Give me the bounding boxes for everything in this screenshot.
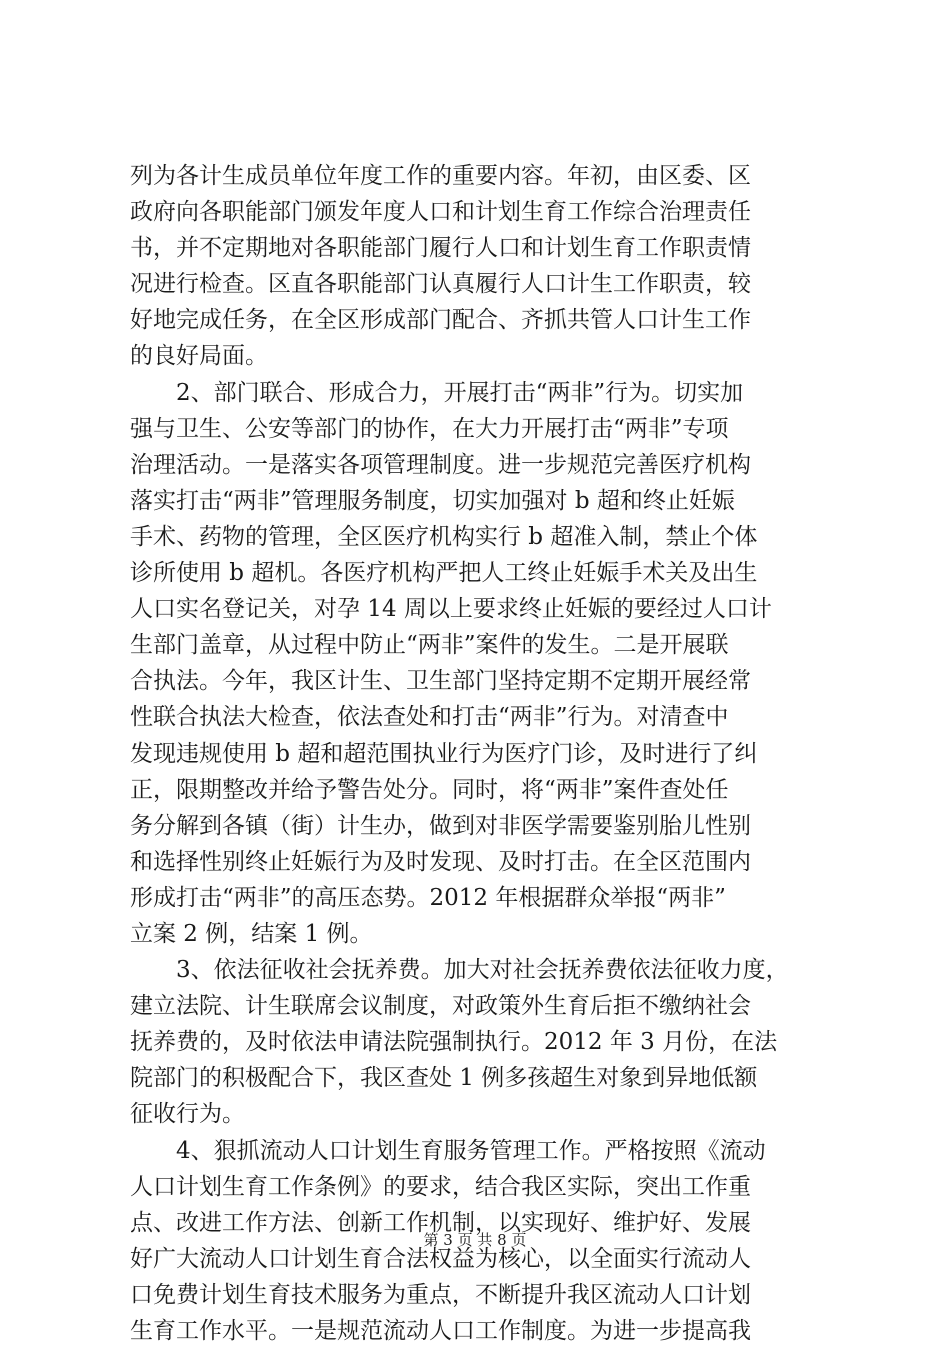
text-line: 合执法。今年，我区计生、卫生部门坚持定期不定期开展经常: [130, 668, 751, 695]
body-text: [130, 158, 830, 1349]
text-line: 好广大流动人口计划生育合法权益为核心，以全面实行流动人: [130, 1245, 751, 1272]
text-line: 和选择性别终止妊娠行为及时发现、及时打击。在全区范围内: [130, 848, 751, 875]
text-line: 建立法院、计生联席会议制度，对政策外生育后拒不缴纳社会: [130, 993, 751, 1020]
text-line: 院部门的积极配合下，我区查处 1 例多孩超生对象到异地低额: [130, 1065, 758, 1092]
page-footer: 第 3 页 共 8 页: [423, 1231, 527, 1249]
text-line: 立案 2 例，结案 1 例。: [130, 920, 373, 947]
text-line: 况进行检查。区直各职能部门认真履行人口计生工作职责，较: [130, 271, 751, 298]
text-line: 治理活动。一是落实各项管理制度。进一步规范完善医疗机构: [130, 451, 751, 478]
text-line: 发现违规使用 b 超和超范围执业行为医疗门诊，及时进行了纠: [130, 740, 758, 767]
text-line: 落实打击“两非”管理服务制度，切实加强对 b 超和终止妊娠: [130, 487, 735, 514]
text-line: 列为各计生成员单位年度工作的重要内容。年初，由区委、区: [130, 163, 751, 189]
text-line: 手术、药物的管理，全区医疗机构实行 b 超准入制，禁止个体: [130, 523, 758, 550]
text-line: 正，限期整改并给予警告处分。同时，将“两非”案件查处任: [130, 776, 729, 803]
text-line: 诊所使用 b 超机。各医疗机构严把人工终止妊娠手术关及出生: [130, 560, 758, 587]
text-line: 书，并不定期地对各职能部门履行人口和计划生育工作职责情: [130, 235, 751, 262]
text-line: 务分解到各镇（街）计生办，做到对非医学需要鉴别胎儿性别: [130, 812, 751, 839]
text-line: 的良好局面。: [130, 343, 268, 370]
text-line: 生部门盖章，从过程中防止“两非”案件的发生。二是开展联: [130, 632, 729, 659]
text-line: 人口实名登记关，对孕 14 周以上要求终止妊娠的要经过人口计: [130, 596, 772, 623]
text-line: 性联合执法大检查，依法查处和打击“两非”行为。对清查中: [130, 704, 729, 731]
text-line: 强与卫生、公安等部门的协作，在大力开展打击“两非”专项: [130, 415, 729, 442]
text-line: 生育工作水平。一是规范流动人口工作制度。为进一步提高我: [130, 1318, 751, 1344]
text-line: 抚养费的，及时依法申请法院强制执行。2012 年 3 月份，在法: [130, 1029, 778, 1056]
text-line: 点、改进工作方法、创新工作机制，以实现好、维护好、发展: [130, 1209, 751, 1236]
text-line: 2、部门联合、形成合力，开展打击“两非”行为。切实加: [130, 379, 744, 406]
text-line: 口免费计划生育技术服务为重点，不断提升我区流动人口计划: [130, 1281, 751, 1308]
text-line: 好地完成任务，在全区形成部门配合、齐抓共管人口计生工作: [130, 307, 751, 334]
text-line: 征收行为。: [130, 1101, 245, 1128]
text-line: 4、狠抓流动人口计划生育服务管理工作。严格按照《流动: [130, 1137, 766, 1164]
text-line: 3、依法征收社会抚养费。加大对社会抚养费依法征收力度，: [130, 957, 789, 984]
text-line: 人口计划生育工作条例》的要求，结合我区实际，突出工作重: [130, 1173, 751, 1200]
text-line: 政府向各职能部门颁发年度人口和计划生育工作综合治理责任: [130, 199, 751, 226]
text-line: 形成打击“两非”的高压态势。2012 年根据群众举报“两非”: [130, 884, 726, 911]
